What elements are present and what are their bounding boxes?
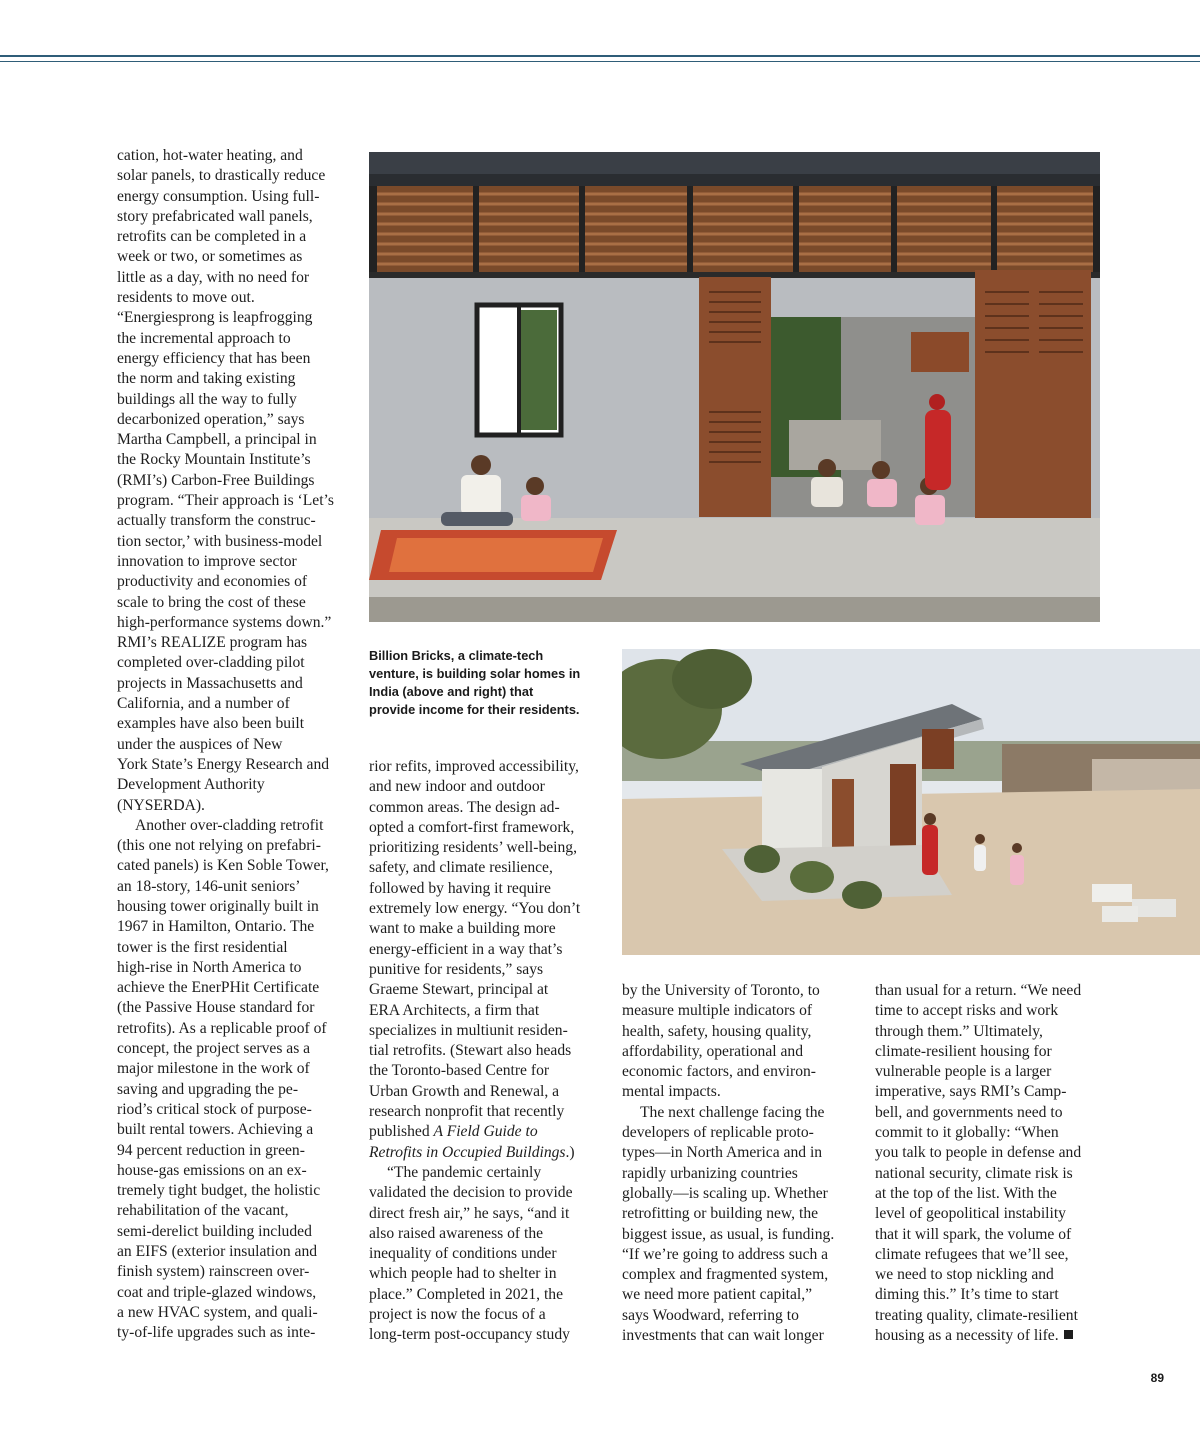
text-line: built rental towers. Achieving a bbox=[117, 1121, 314, 1139]
text-line: decarbonized operation,” says bbox=[117, 410, 305, 428]
text-line: innovation to improve sector bbox=[117, 552, 297, 570]
text-line: major milestone in the work of bbox=[117, 1060, 310, 1078]
text-line: prioritizing residents’ well-being, bbox=[369, 839, 578, 857]
book-title: Retrofits in Occupied Buildings bbox=[369, 1143, 566, 1161]
text-line: long-term post-occupancy study bbox=[369, 1326, 570, 1344]
photo-house-exterior bbox=[622, 649, 1200, 955]
text-line: direct fresh air,” he says, “and it bbox=[369, 1204, 570, 1222]
text-line: residents to move out. bbox=[117, 289, 255, 307]
text-line: the norm and taking existing bbox=[117, 370, 296, 388]
text-line: “If we’re going to address such a bbox=[622, 1245, 829, 1263]
text-line: biggest issue, as usual, is funding. bbox=[622, 1225, 835, 1243]
text-line: by the University of Toronto, to bbox=[622, 982, 820, 999]
text-line: retrofits). As a replicable proof of bbox=[117, 1019, 327, 1037]
text-line: scale to bring the cost of these bbox=[117, 593, 306, 611]
text-line: common areas. The design ad- bbox=[369, 798, 560, 816]
text-line: you talk to people in defense and bbox=[875, 1144, 1082, 1162]
text-line: level of geopolitical instability bbox=[875, 1205, 1066, 1223]
photo-house-interior bbox=[369, 152, 1100, 622]
text-line: 94 percent reduction in green- bbox=[117, 1141, 305, 1159]
text-line: place.” Completed in 2021, the bbox=[369, 1285, 564, 1303]
text-line: specializes in multiunit residen- bbox=[369, 1021, 568, 1039]
text-line: coat and triple-glazed windows, bbox=[117, 1283, 317, 1301]
text-line: 1967 in Hamilton, Ontario. The bbox=[117, 918, 315, 936]
caption-line: India (above and right) that bbox=[369, 684, 534, 699]
text-line: investments that can wait longer bbox=[622, 1327, 824, 1345]
text-line: types—in North America and in bbox=[622, 1144, 823, 1162]
text-line: time to accept risks and work bbox=[875, 1002, 1059, 1020]
text-line: “Energiesprong is leapfrogging bbox=[117, 309, 313, 327]
text-line: achieve the EnerPHit Certificate bbox=[117, 979, 320, 997]
text-line: projects in Massachusetts and bbox=[117, 674, 303, 692]
text-line bbox=[369, 1122, 601, 1142]
text-line: and new indoor and outdoor bbox=[369, 778, 545, 796]
text-line: imperative, says RMI’s Camp- bbox=[875, 1083, 1067, 1101]
text-line: the Toronto-based Centre for bbox=[369, 1062, 550, 1080]
text-line: concept, the project serves as a bbox=[117, 1040, 311, 1058]
text-line: validated the decision to provide bbox=[369, 1184, 573, 1202]
text-line: energy consumption. Using full- bbox=[117, 187, 320, 205]
text-line: solar panels, to drastically reduce bbox=[117, 167, 326, 185]
text-line: buildings all the way to fully bbox=[117, 390, 297, 408]
text-line: inequality of conditions under bbox=[369, 1245, 557, 1263]
text-line: mental impacts. bbox=[622, 1083, 721, 1101]
photo-caption bbox=[369, 647, 609, 719]
text-line: health, safety, housing quality, bbox=[622, 1022, 812, 1040]
text-line: (NYSERDA). bbox=[117, 796, 205, 814]
text-line: diming this.” It’s time to start bbox=[875, 1286, 1059, 1304]
text-line: York State’s Energy Research and bbox=[117, 755, 330, 773]
page-number: 89 bbox=[1150, 1371, 1164, 1385]
text-line: punitive for residents,” says bbox=[369, 960, 544, 978]
text-line: we need more patient capital,” bbox=[622, 1286, 813, 1304]
text-line: an EIFS (exterior insulation and bbox=[117, 1243, 318, 1261]
text-line: safety, and climate resilience, bbox=[369, 859, 553, 877]
text-line: climate-resilient housing for bbox=[875, 1042, 1052, 1060]
article-column-3 bbox=[622, 981, 854, 1346]
text-line bbox=[369, 1143, 601, 1163]
text-line: also raised awareness of the bbox=[369, 1224, 544, 1242]
text-line: globally—is scaling up. Whether bbox=[622, 1184, 828, 1202]
text-line: vulnerable people is a larger bbox=[875, 1063, 1052, 1081]
text-line: saving and upgrading the pe- bbox=[117, 1080, 299, 1098]
text-line: affordability, operational and bbox=[622, 1042, 803, 1060]
caption-line: provide income for their residents. bbox=[369, 702, 580, 717]
text-line: rehabilitation of the vacant, bbox=[117, 1202, 289, 1220]
text-line: a new HVAC system, and quali- bbox=[117, 1303, 318, 1321]
paragraph-start-line: Another over-cladding retrofit bbox=[135, 816, 324, 834]
text-line bbox=[875, 1326, 1107, 1346]
end-of-article-mark bbox=[1064, 1330, 1073, 1339]
article-column-2 bbox=[369, 757, 601, 1346]
text-line: rior refits, improved accessibility, bbox=[369, 758, 579, 775]
text-run: .) bbox=[565, 1143, 575, 1161]
text-line: project is now the focus of a bbox=[369, 1306, 546, 1324]
text-line: tial retrofits. (Stewart also heads bbox=[369, 1042, 572, 1060]
text-line: housing tower originally built in bbox=[117, 897, 319, 915]
text-line: cation, hot-water heating, and bbox=[117, 147, 303, 164]
text-line: tion sector,’ with business-model bbox=[117, 532, 323, 550]
text-line: measure multiple indicators of bbox=[622, 1002, 813, 1020]
text-line: through them.” Ultimately, bbox=[875, 1022, 1043, 1040]
text-line: ERA Architects, a firm that bbox=[369, 1001, 540, 1019]
text-line: ty-of-life upgrades such as inte- bbox=[117, 1324, 316, 1342]
text-line: rapidly urbanizing countries bbox=[622, 1164, 798, 1182]
text-line: (this one not relying on prefabri- bbox=[117, 837, 321, 855]
caption-line: venture, is building solar homes in bbox=[369, 666, 581, 681]
article-column-1 bbox=[117, 146, 349, 1344]
text-line: the incremental approach to bbox=[117, 329, 291, 347]
text-line: RMI’s REALIZE program has bbox=[117, 634, 308, 652]
text-line: high-performance systems down.” bbox=[117, 613, 332, 631]
text-line: semi-derelict building included bbox=[117, 1222, 312, 1240]
text-line: that it will spark, the volume of bbox=[875, 1225, 1072, 1243]
text-line: extremely low energy. “You don’t bbox=[369, 900, 581, 918]
text-line: national security, climate risk is bbox=[875, 1164, 1073, 1182]
text-line: examples have also been built bbox=[117, 715, 305, 733]
text-run: published bbox=[369, 1123, 434, 1141]
text-line: Martha Campbell, a principal in bbox=[117, 431, 317, 449]
text-line: climate refugees that we’ll see, bbox=[875, 1245, 1069, 1263]
text-line: actually transform the construc- bbox=[117, 512, 316, 530]
text-line: Development Authority bbox=[117, 776, 265, 794]
text-run: housing as a necessity of life. bbox=[875, 1327, 1059, 1345]
text-line: house-gas emissions on an ex- bbox=[117, 1161, 307, 1179]
text-line: little as a day, with no need for bbox=[117, 268, 310, 286]
text-line: we need to stop nickling and bbox=[875, 1266, 1054, 1284]
text-line: riod’s critical stock of purpose- bbox=[117, 1100, 312, 1118]
text-line: the Rocky Mountain Institute’s bbox=[117, 451, 311, 469]
text-line: retrofits can be completed in a bbox=[117, 228, 307, 246]
text-line: program. “Their approach is ‘Let’s bbox=[117, 492, 334, 510]
text-line: research nonprofit that recently bbox=[369, 1103, 565, 1121]
text-line: finish system) rainscreen over- bbox=[117, 1263, 310, 1281]
text-line: energy efficiency that has been bbox=[117, 349, 311, 367]
text-line: than usual for a return. “We need bbox=[875, 982, 1082, 999]
text-line: story prefabricated wall panels, bbox=[117, 207, 313, 225]
text-line: which people had to shelter in bbox=[369, 1265, 557, 1283]
text-line: an 18-story, 146-unit seniors’ bbox=[117, 877, 301, 895]
article-column-4 bbox=[875, 981, 1107, 1346]
text-line: energy-efficient in a way that’s bbox=[369, 940, 563, 958]
text-line: economic factors, and environ- bbox=[622, 1063, 816, 1081]
text-line: cated panels) is Ken Soble Tower, bbox=[117, 857, 329, 875]
text-line: developers of replicable proto- bbox=[622, 1124, 814, 1142]
text-line: want to make a building more bbox=[369, 920, 556, 938]
text-line: at the top of the list. With the bbox=[875, 1184, 1057, 1202]
text-line: retrofitting or building new, the bbox=[622, 1205, 819, 1223]
paragraph-start-line: The next challenge facing the bbox=[640, 1103, 825, 1121]
text-line: (the Passive House standard for bbox=[117, 999, 315, 1017]
text-line: Graeme Stewart, principal at bbox=[369, 981, 549, 999]
text-line: California, and a number of bbox=[117, 695, 290, 713]
text-line: followed by having it require bbox=[369, 879, 551, 897]
text-line: treating quality, climate-resilient bbox=[875, 1306, 1078, 1324]
text-line: says Woodward, referring to bbox=[622, 1306, 799, 1324]
text-line: tremely tight budget, the holistic bbox=[117, 1182, 321, 1200]
text-line: tower is the first residential bbox=[117, 938, 288, 956]
caption-line: Billion Bricks, a climate-tech bbox=[369, 648, 544, 663]
text-line: opted a comfort-first framework, bbox=[369, 818, 575, 836]
text-line: commit to it globally: “When bbox=[875, 1124, 1059, 1142]
text-line: high-rise in North America to bbox=[117, 958, 302, 976]
text-line: completed over-cladding pilot bbox=[117, 654, 305, 672]
paragraph-start-line: “The pandemic certainly bbox=[387, 1163, 542, 1181]
text-line: Urban Growth and Renewal, a bbox=[369, 1082, 560, 1100]
header-rule-top bbox=[0, 55, 1200, 57]
text-line: bell, and governments need to bbox=[875, 1103, 1063, 1121]
book-title: A Field Guide to bbox=[433, 1123, 538, 1141]
text-line: complex and fragmented system, bbox=[622, 1266, 829, 1284]
text-line: productivity and economies of bbox=[117, 573, 308, 591]
text-line: under the auspices of New bbox=[117, 735, 283, 753]
text-line: week or two, or sometimes as bbox=[117, 248, 303, 266]
text-line: (RMI’s) Carbon-Free Buildings bbox=[117, 471, 315, 489]
header-rule-bottom bbox=[0, 61, 1200, 62]
